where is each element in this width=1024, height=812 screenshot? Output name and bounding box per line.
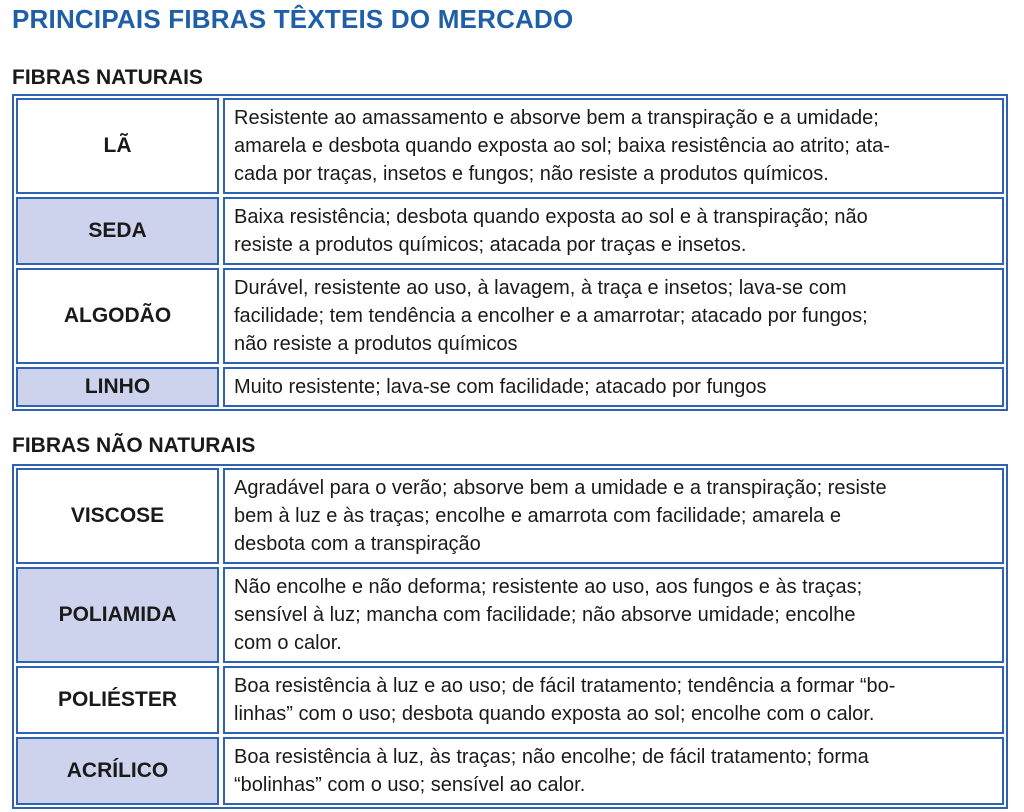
table-row [16, 268, 1004, 364]
fiber-name-cell: SEDA [16, 197, 219, 265]
description-line: Baixa resistência; desbota quando exposta ao sol e à transpiração; não [234, 206, 868, 228]
description-line: bem à luz e às traças; encolhe e amarrota com facilidade; amarela e [234, 505, 841, 527]
table-row [16, 567, 1004, 663]
fiber-name-cell: ACRÍLICO [16, 737, 219, 805]
description-line: desbota com a transpiração [234, 533, 481, 555]
table-row [16, 98, 1004, 194]
fiber-name-cell: LÃ [16, 98, 219, 194]
fiber-description-cell [223, 666, 1004, 734]
description-line: sensível à luz; mancha com facilidade; não absorve umidade; encolhe [234, 604, 856, 626]
description-line: Boa resistência à luz e ao uso; de fácil tratamento; tendência a formar “bo- [234, 675, 896, 697]
natural-fibers-table [12, 94, 1008, 411]
description-line: Resistente ao amassamento e absorve bem a transpiração e a umidade; [234, 107, 879, 129]
fiber-name-cell: VISCOSE [16, 468, 219, 564]
fiber-description-cell [223, 98, 1004, 194]
description-line: cada por traças, insetos e fungos; não resiste a produtos químicos. [234, 163, 829, 185]
description-line: Muito resistente; lava-se com facilidade; atacado por fungos [234, 376, 767, 398]
fiber-name-cell: LINHO [16, 367, 219, 407]
description-line: Boa resistência à luz, às traças; não encolhe; de fácil tratamento; forma [234, 746, 869, 768]
description-line: Não encolhe e não deforma; resistente ao uso, aos fungos e às traças; [234, 576, 863, 598]
description-line: Durável, resistente ao uso, à lavagem, à traça e insetos; lava-se com [234, 277, 847, 299]
fiber-name-cell: POLIAMIDA [16, 567, 219, 663]
table-row [16, 468, 1004, 564]
non-natural-fibers-table [12, 464, 1008, 809]
fiber-description-cell [223, 737, 1004, 805]
table-row [16, 666, 1004, 734]
table-row [16, 367, 1004, 407]
description-line: não resiste a produtos químicos [234, 333, 518, 355]
fiber-name-cell: ALGODÃO [16, 268, 219, 364]
fiber-description-cell [223, 567, 1004, 663]
fiber-description-cell [223, 268, 1004, 364]
fiber-description-cell [223, 197, 1004, 265]
section-heading-non-natural: FIBRAS NÃO NATURAIS [12, 434, 256, 457]
table-row [16, 737, 1004, 805]
fiber-name-cell: POLIÉSTER [16, 666, 219, 734]
description-line: “bolinhas” com o uso; sensível ao calor. [234, 774, 586, 796]
section-heading-natural: FIBRAS NATURAIS [12, 66, 203, 89]
fiber-description-cell [223, 468, 1004, 564]
fiber-description-cell [223, 367, 1004, 407]
description-line: com o calor. [234, 632, 342, 654]
description-line: resiste a produtos químicos; atacada por traças e insetos. [234, 234, 747, 256]
description-line: amarela e desbota quando exposta ao sol; baixa resistência ao atrito; ata- [234, 135, 890, 157]
description-line: Agradável para o verão; absorve bem a umidade e a transpiração; resiste [234, 477, 887, 499]
description-line: linhas” com o uso; desbota quando exposta ao sol; encolhe com o calor. [234, 703, 875, 725]
description-line: facilidade; tem tendência a encolher e a amarrotar; atacado por fungos; [234, 305, 868, 327]
page-title: PRINCIPAIS FIBRAS TÊXTEIS DO MERCADO [12, 4, 574, 34]
table-row [16, 197, 1004, 265]
